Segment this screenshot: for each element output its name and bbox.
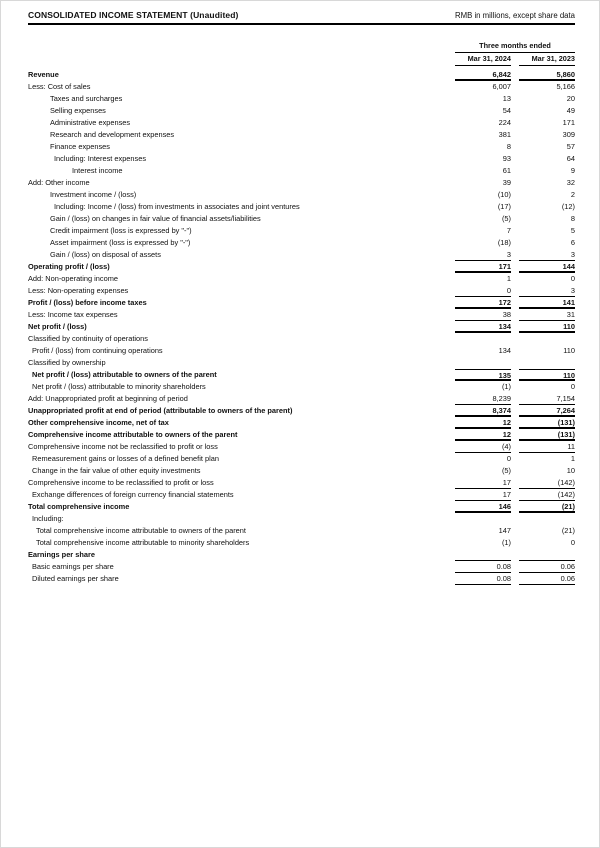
row-label: Total comprehensive income (28, 502, 130, 511)
table-row (28, 153, 575, 165)
value-2024: 172 (455, 297, 511, 309)
table-row (28, 213, 575, 225)
table-row (28, 393, 575, 405)
value-2024: (4) (455, 441, 511, 453)
value-2024 (455, 549, 511, 561)
row-label: Change in the fair value of other equity investments (32, 466, 201, 475)
table-row (28, 537, 575, 549)
value-2023: 31 (519, 309, 575, 321)
row-label: Interest income (72, 166, 123, 175)
column-header-2023: Mar 31, 2023 (519, 54, 575, 66)
row-label: Research and development expenses (50, 130, 175, 139)
table-row (28, 237, 575, 249)
table-row (28, 297, 575, 309)
value-2023: 0.06 (519, 573, 575, 585)
table-row (28, 369, 575, 381)
value-2023: 110 (563, 346, 575, 355)
table-row (28, 429, 575, 441)
row-label: Classified by ownership (28, 358, 106, 367)
value-2024: 0 (506, 454, 511, 463)
row-label: Less: Cost of sales (28, 82, 91, 91)
table-row (28, 477, 575, 489)
value-2023: (21) (519, 501, 575, 513)
table-row (28, 225, 575, 237)
value-2024: 6,842 (455, 69, 511, 81)
value-2024: 171 (455, 261, 511, 273)
unit-note: RMB in millions, except share data (454, 11, 575, 20)
row-label: Selling expenses (50, 106, 106, 115)
value-2024: 146 (455, 501, 511, 513)
value-2023: 6 (570, 238, 575, 247)
value-2023: 3 (519, 285, 575, 297)
value-2024: 3 (455, 249, 511, 261)
row-label: Total comprehensive income attributable to owners of the parent (36, 526, 246, 535)
value-2024: 13 (502, 94, 511, 103)
row-label: Diluted earnings per share (32, 574, 119, 583)
table-row (28, 177, 575, 189)
value-2024: 12 (455, 417, 511, 429)
value-2024: 224 (498, 118, 511, 127)
value-2023: 110 (519, 369, 575, 381)
value-2024: 38 (455, 309, 511, 321)
value-2024: 0.08 (455, 561, 511, 573)
row-label: Gain / (loss) on changes in fair value of financial assets/liabilities (50, 214, 261, 223)
row-label: Total comprehensive income attributable to minority shareholders (36, 538, 250, 547)
value-2023: (142) (519, 477, 575, 489)
table-row (28, 345, 575, 357)
value-2024: 8,239 (455, 393, 511, 405)
value-2023: (131) (519, 429, 575, 441)
value-2024: (18) (497, 238, 511, 247)
table-row (28, 93, 575, 105)
table-row (28, 141, 575, 153)
value-2024: 17 (455, 489, 511, 501)
value-2024: 61 (502, 166, 511, 175)
row-label: Remeasurement gains or losses of a defined benefit plan (32, 454, 219, 463)
table-row (28, 453, 575, 465)
table-row (28, 525, 575, 537)
value-2024: 39 (502, 178, 511, 187)
row-label: Add: Other income (28, 178, 90, 187)
table-row (28, 441, 575, 453)
row-label: Comprehensive income to be reclassified to profit or loss (28, 478, 214, 487)
statement-rows (28, 69, 575, 585)
value-2024: 134 (498, 346, 511, 355)
table-row (28, 81, 575, 93)
row-label: Net profit / (loss) attributable to owners of the parent (32, 370, 217, 379)
table-row (28, 489, 575, 501)
row-label: Operating profit / (loss) (28, 262, 110, 271)
value-2023: 1 (570, 454, 575, 463)
value-2023 (519, 549, 575, 561)
row-label: Net profit / (loss) attributable to minority shareholders (32, 382, 206, 391)
table-row (28, 417, 575, 429)
table-row (28, 129, 575, 141)
table-row (28, 285, 575, 297)
row-label: Add: Non-operating income (28, 274, 118, 283)
table-row (28, 261, 575, 273)
value-2023: 0 (570, 274, 575, 283)
value-2024: (1) (501, 538, 511, 547)
value-2024: 54 (502, 106, 511, 115)
column-headers (455, 54, 575, 66)
value-2023: 7,154 (519, 393, 575, 405)
table-row (28, 117, 575, 129)
value-2023: 171 (562, 118, 575, 127)
value-2024: 1 (506, 274, 511, 283)
value-2023: 10 (566, 466, 575, 475)
row-label: Unappropriated profit at end of period (attributable to owners of the parent) (28, 406, 293, 415)
value-2023: 11 (519, 441, 575, 453)
value-2024: (1) (501, 382, 511, 391)
table-row (28, 549, 575, 561)
table-row (28, 105, 575, 117)
period-columns-block (455, 41, 575, 66)
value-2023: 0.06 (519, 561, 575, 573)
value-2023: (131) (519, 417, 575, 429)
value-2024: 147 (498, 526, 511, 535)
value-2024: 381 (498, 130, 511, 139)
value-2024: 12 (455, 429, 511, 441)
row-label: Net profit / (loss) (28, 322, 87, 331)
value-2023: 5 (570, 226, 575, 235)
value-2023: 7,264 (519, 405, 575, 417)
value-2024: 0 (455, 285, 511, 297)
value-2023: 57 (566, 142, 575, 151)
table-row (28, 309, 575, 321)
value-2024: 93 (502, 154, 511, 163)
value-2024: 7 (506, 226, 511, 235)
row-label: Finance expenses (50, 142, 110, 151)
row-label: Less: Non-operating expenses (28, 286, 129, 295)
row-label: Earnings per share (28, 550, 95, 559)
value-2024: (5) (501, 466, 511, 475)
row-label: Exchange differences of foreign currency financial statements (32, 490, 234, 499)
value-2023: 64 (566, 154, 575, 163)
title-bar (28, 10, 575, 25)
value-2023: 20 (566, 94, 575, 103)
value-2024: 8,374 (455, 405, 511, 417)
value-2023: (21) (561, 526, 575, 535)
value-2023: 49 (566, 106, 575, 115)
table-row (28, 273, 575, 285)
period-header: Three months ended (455, 41, 575, 53)
row-label: Including: (32, 514, 64, 523)
row-label: Basic earnings per share (32, 562, 114, 571)
table-row (28, 357, 575, 369)
value-2024: 135 (455, 369, 511, 381)
row-label: Credit impairment (loss is expressed by "-") (50, 226, 192, 235)
value-2024: 6,007 (492, 82, 511, 91)
column-header-2024: Mar 31, 2024 (455, 54, 511, 66)
value-2023 (519, 333, 575, 345)
value-2024: (5) (501, 214, 511, 223)
value-2023 (519, 513, 575, 525)
row-label: Profit / (loss) from continuing operations (32, 346, 163, 355)
row-label: Taxes and surcharges (50, 94, 123, 103)
table-row (28, 201, 575, 213)
value-2023: 32 (566, 178, 575, 187)
value-2023: 0 (570, 538, 575, 547)
value-2024: 8 (506, 142, 511, 151)
row-label: Administrative expenses (50, 118, 131, 127)
value-2023: 141 (519, 297, 575, 309)
value-2023: 8 (570, 214, 575, 223)
value-2024 (455, 333, 511, 345)
row-label: Investment income / (loss) (50, 190, 137, 199)
value-2023: 5,860 (519, 69, 575, 81)
table-row (28, 321, 575, 333)
row-label: Revenue (28, 70, 59, 79)
value-2023: (142) (519, 489, 575, 501)
table-row (28, 381, 575, 393)
value-2023 (519, 357, 575, 369)
table-row (28, 249, 575, 261)
row-label: Gain / (loss) on disposal of assets (50, 250, 161, 259)
value-2023: 110 (519, 321, 575, 333)
row-label: Less: Income tax expenses (28, 310, 118, 319)
value-2024 (455, 357, 511, 369)
value-2023: 309 (562, 130, 575, 139)
row-label: Classified by continuity of operations (28, 334, 148, 343)
table-row (28, 561, 575, 573)
table-row (28, 465, 575, 477)
value-2023: 2 (570, 190, 575, 199)
value-2024: 17 (455, 477, 511, 489)
value-2024: (10) (497, 190, 511, 199)
row-label: Comprehensive income attributable to owners of the parent (28, 430, 238, 439)
table-row (28, 573, 575, 585)
table-row (28, 405, 575, 417)
row-label: Add: Unappropriated profit at beginning of period (28, 394, 188, 403)
row-label: Other comprehensive income, net of tax (28, 418, 169, 427)
row-label: Asset impairment (loss is expressed by "-") (50, 238, 191, 247)
row-label: Including: Interest expenses (54, 154, 147, 163)
value-2023: 144 (519, 261, 575, 273)
value-2023: (12) (561, 202, 575, 211)
table-row (28, 501, 575, 513)
row-label: Comprehensive income not be reclassified to profit or loss (28, 442, 218, 451)
value-2024: 0.08 (455, 573, 511, 585)
table-row (28, 513, 575, 525)
table-row (28, 333, 575, 345)
table-header (28, 41, 575, 66)
value-2023: 0 (570, 382, 575, 391)
table-row (28, 189, 575, 201)
row-label: Including: Income / (loss) from investments in associates and joint ventures (54, 202, 300, 211)
value-2024: (17) (497, 202, 511, 211)
table-row (28, 165, 575, 177)
value-2023: 5,166 (556, 82, 575, 91)
value-2023: 3 (519, 249, 575, 261)
page-title: CONSOLIDATED INCOME STATEMENT (Unaudited) (28, 10, 239, 20)
value-2024: 134 (455, 321, 511, 333)
value-2024 (455, 513, 511, 525)
value-2023: 9 (570, 166, 575, 175)
row-label: Profit / (loss) before income taxes (28, 298, 147, 307)
table-row (28, 69, 575, 81)
